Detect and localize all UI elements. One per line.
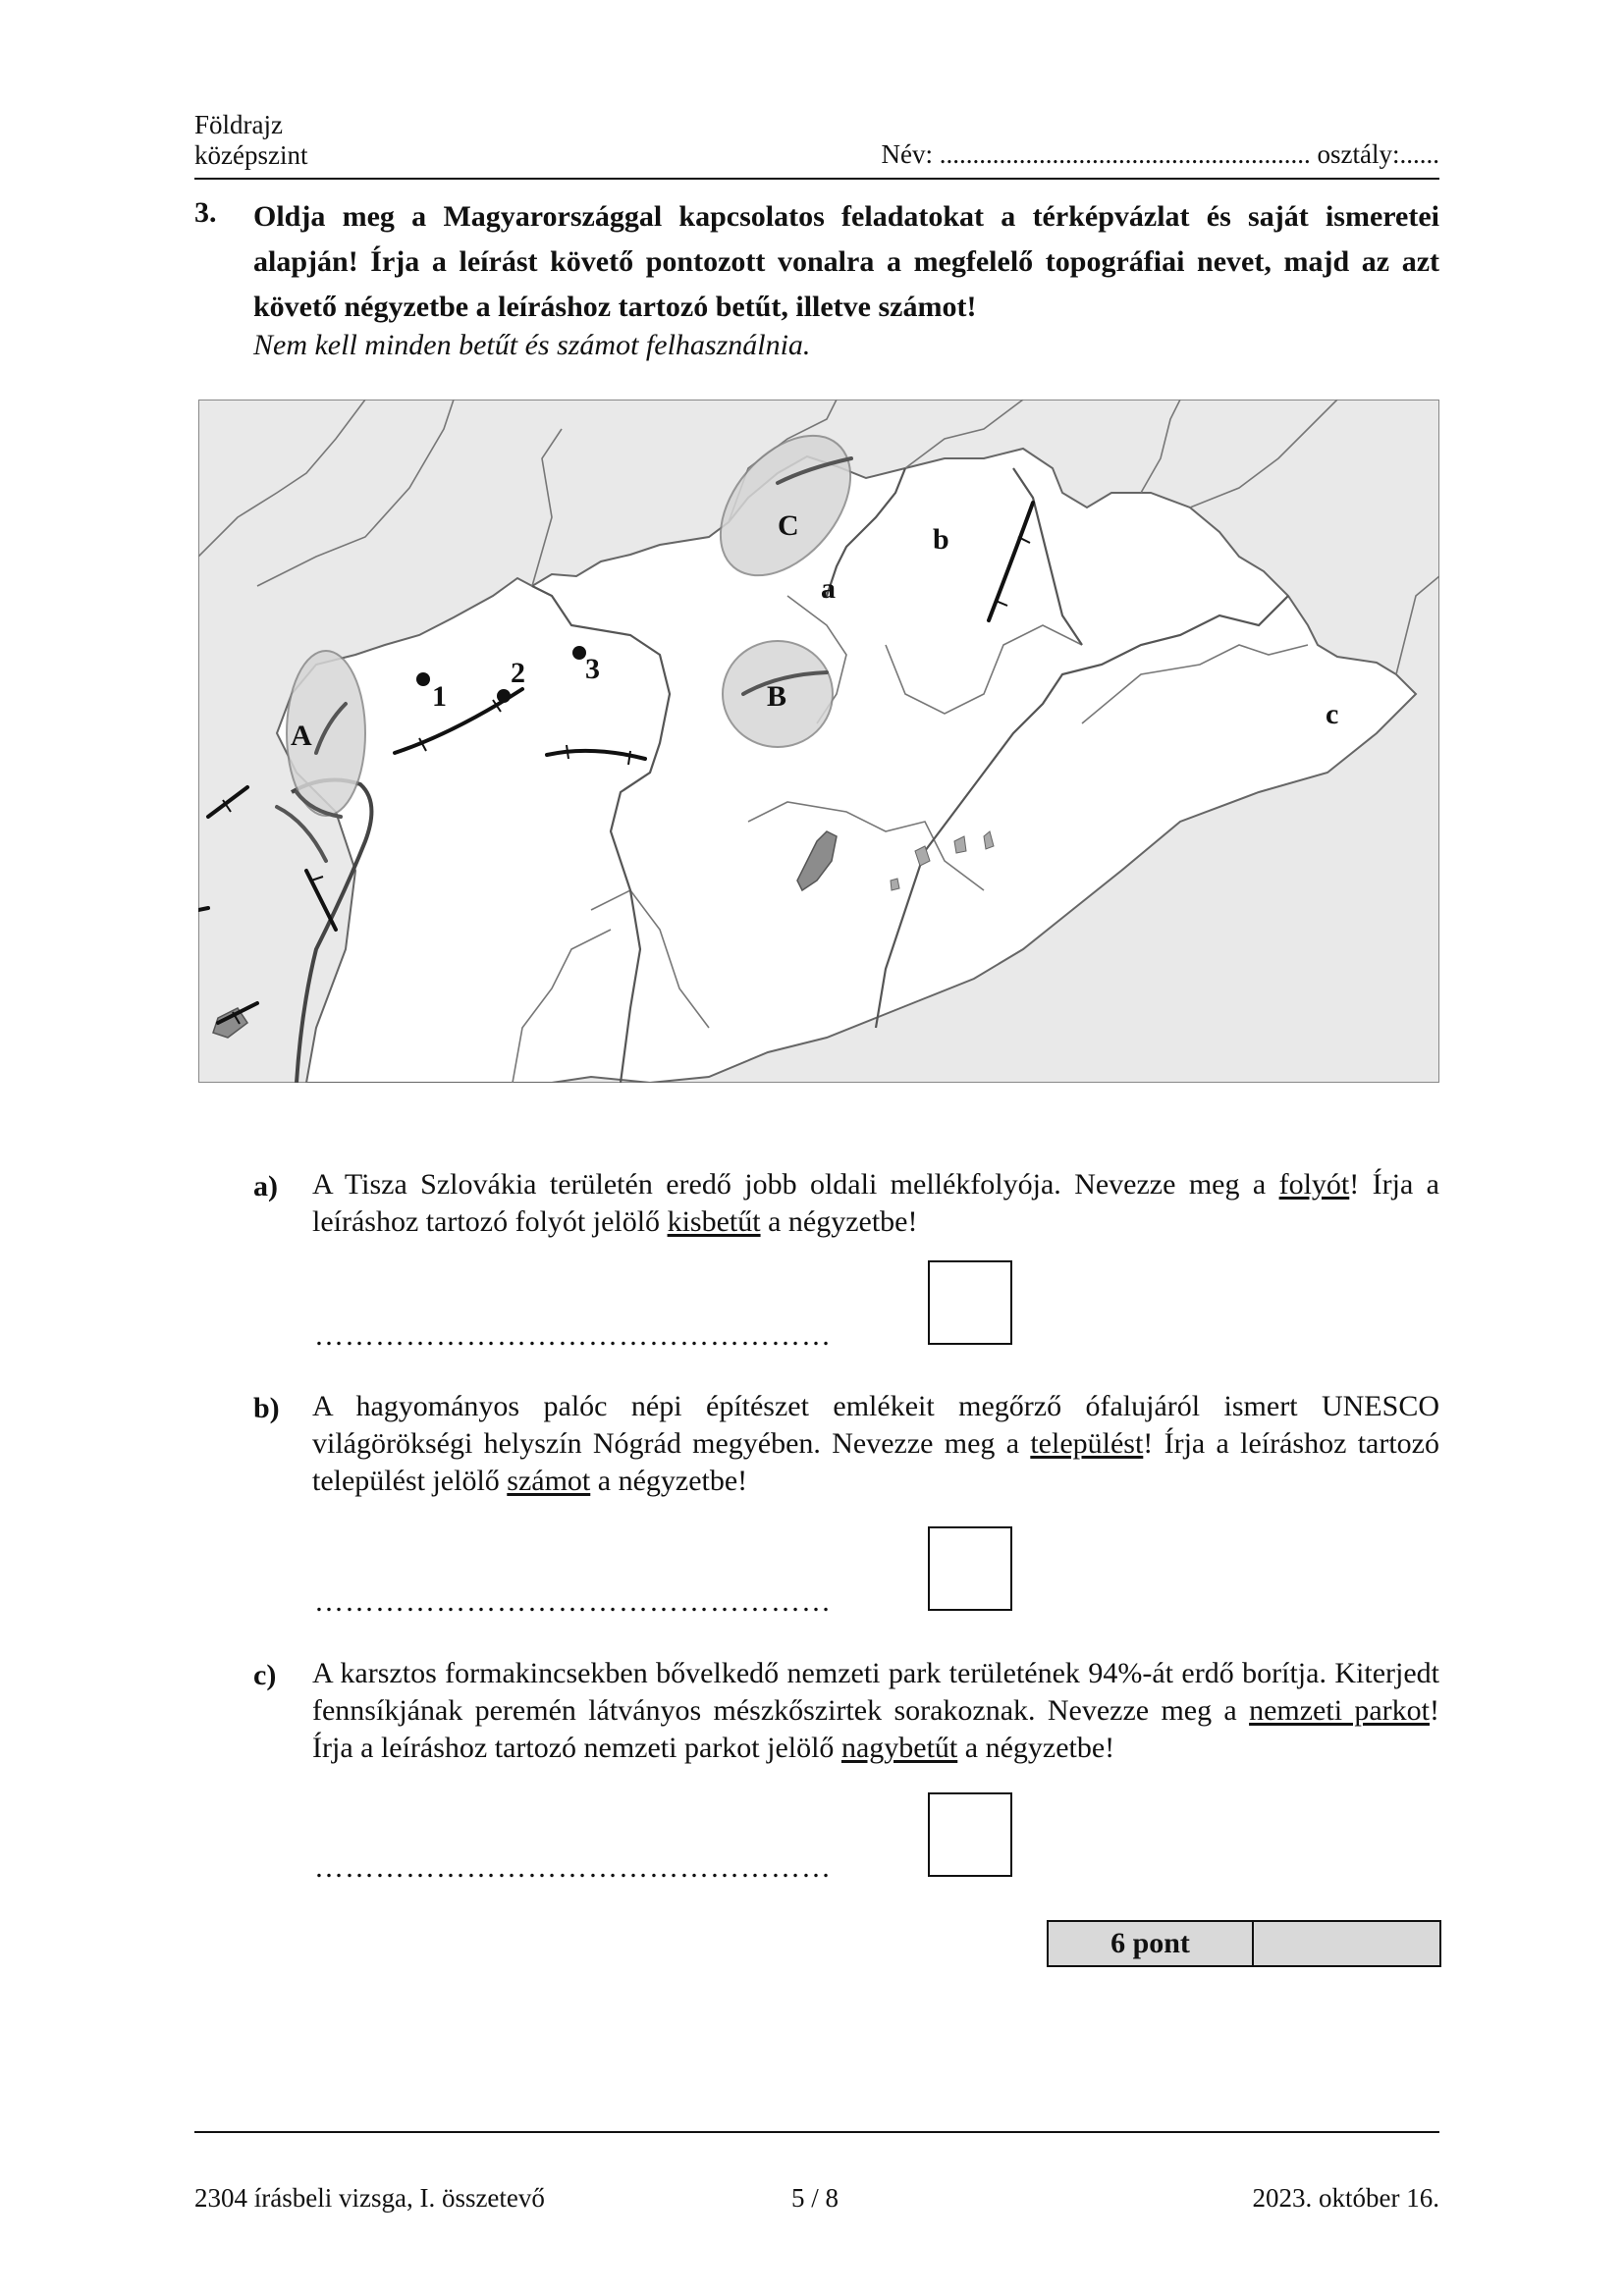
footer-page-number: 5 / 8 bbox=[791, 2183, 839, 2213]
task-instruction: Oldja meg a Magyarországgal kapcsolatos feladatokat a térképvázlat és saját ismeretei alapján! Írja a leírást követő pontozott vonalra a megfelelő topográfiai nevet, majd az azt követő négyzetbe a leíráshoz tartozó betűt, illetve számot! bbox=[253, 200, 1439, 323]
settlement-2-dot bbox=[497, 689, 511, 703]
map-label-a: a bbox=[821, 572, 836, 605]
name-class-field[interactable]: Név: ........................................................ osztály:...... bbox=[881, 139, 1439, 169]
map-label-3: 3 bbox=[585, 653, 600, 685]
answer-box-b[interactable] bbox=[928, 1526, 1012, 1611]
map-label-C: C bbox=[778, 509, 799, 542]
task-note: Nem kell minden betűt és számot felhasználnia. bbox=[253, 329, 811, 361]
score-label: 6 pont bbox=[1049, 1922, 1254, 1965]
task-number: 3. bbox=[194, 196, 217, 229]
settlement-1-dot bbox=[416, 672, 430, 686]
settlement-3-dot bbox=[572, 646, 586, 660]
answer-box-a[interactable] bbox=[928, 1260, 1012, 1345]
question-c-label: c) bbox=[253, 1659, 277, 1691]
question-c-text: A karsztos formakincsekben bővelkedő nemzeti park területének 94%-át erdő borítja. Kiterjedt fennsíkjának peremén látványos mészkőszirtek sorakoznak. Nevezze meg a nemzeti parkot! Írja a leíráshoz tartozó nemzeti parkot jelölő nagybetűt a négyzetbe! bbox=[312, 1657, 1439, 1764]
map-label-B: B bbox=[767, 680, 787, 713]
map-label-b: b bbox=[933, 523, 949, 556]
footer-date: 2023. október 16. bbox=[1252, 2183, 1439, 2213]
map-label-A: A bbox=[291, 720, 312, 752]
score-table bbox=[1047, 1920, 1441, 1967]
question-b-label: b) bbox=[253, 1392, 280, 1424]
header-divider bbox=[194, 178, 1439, 180]
score-value-cell[interactable] bbox=[1254, 1922, 1439, 1965]
header-subject bbox=[194, 110, 307, 171]
footer-exam-id: 2304 írásbeli vizsga, I. összetevő bbox=[194, 2183, 545, 2213]
map-label-1: 1 bbox=[432, 680, 447, 713]
question-b-text: A hagyományos palóc népi építészet emlékeit megőrző ófalujáról ismert UNESCO világörökségi helyszín Nógrád megyében. Nevezze meg a települést! Írja a leíráshoz tartozó települést jelölő számot a négyzetbe! bbox=[312, 1390, 1439, 1497]
answer-box-c[interactable] bbox=[928, 1792, 1012, 1877]
level-label: középszint bbox=[194, 140, 308, 170]
footer-divider bbox=[194, 2131, 1439, 2133]
answer-line-b[interactable]: …………………………………………… bbox=[314, 1585, 832, 1618]
map-label-2: 2 bbox=[511, 657, 525, 689]
question-a-text: A Tisza Szlovákia területén eredő jobb oldali mellékfolyója. Nevezze meg a folyót! Írja a leíráshoz tartozó folyót jelölő kisbetűt a négyzetbe! bbox=[312, 1168, 1439, 1238]
map-label-c: c bbox=[1326, 698, 1339, 730]
subject-label: Földrajz bbox=[194, 110, 283, 139]
hungary-sketch-map bbox=[198, 400, 1439, 1083]
answer-line-a[interactable]: …………………………………………… bbox=[314, 1319, 832, 1352]
answer-line-c[interactable]: …………………………………………… bbox=[314, 1851, 832, 1884]
question-a-label: a) bbox=[253, 1170, 278, 1202]
